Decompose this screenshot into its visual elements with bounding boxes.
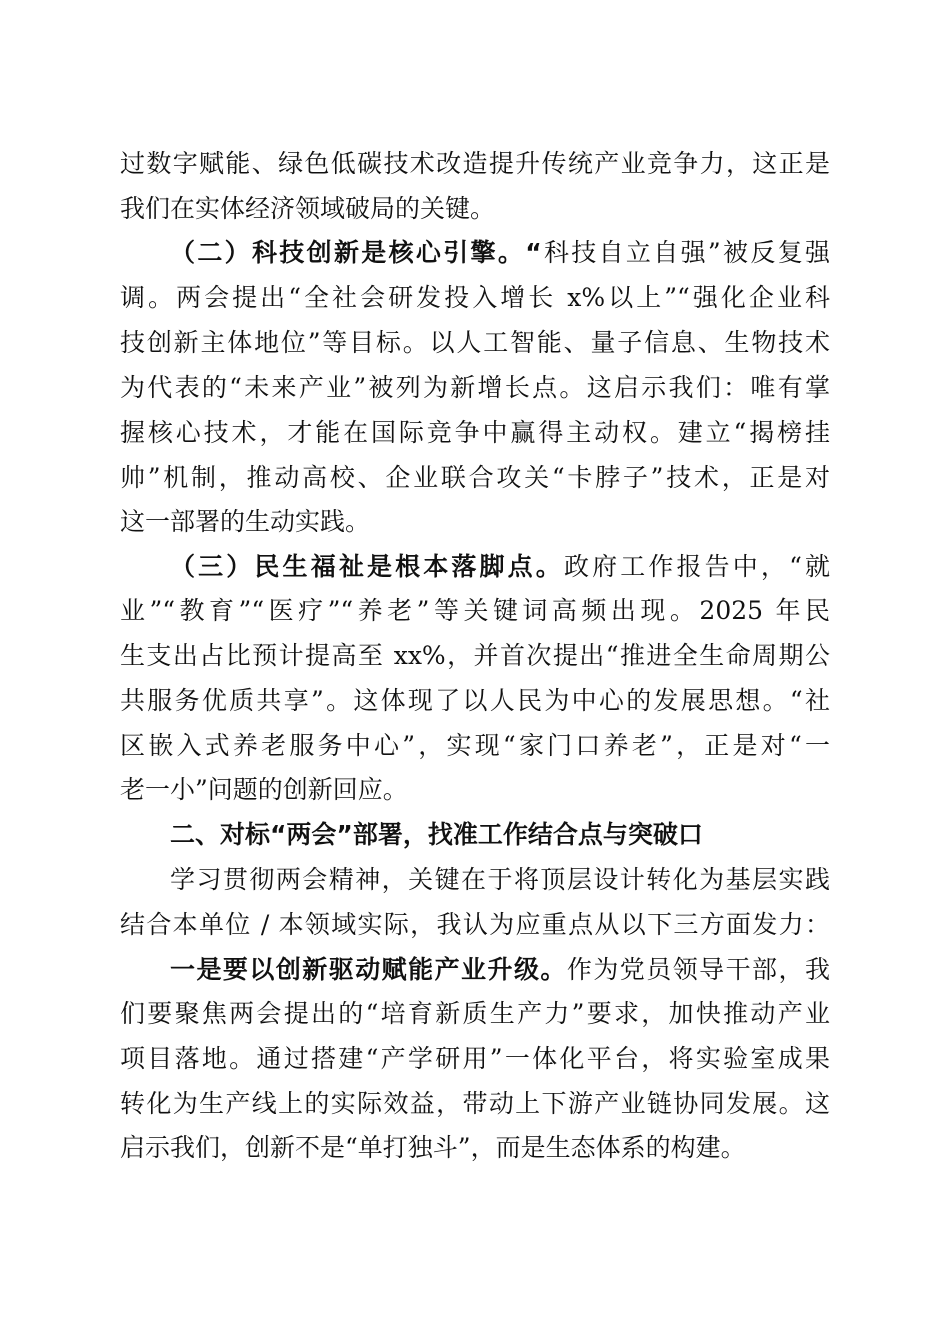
text-line: 启示我们，创新不是“单打独斗”，而是生态体系的构建。 bbox=[120, 1133, 746, 1162]
text-line: 老一小”问题的创新回应。 bbox=[120, 775, 408, 804]
text-line: 业”“教育”“医疗”“养老”等关键词高频出现。2025 年民 bbox=[120, 596, 830, 625]
heading-line bbox=[170, 547, 830, 587]
text-run: 作为党员领导干部，我 bbox=[566, 955, 830, 984]
subheading-yishiyao: 一是要以创新驱动赋能产业升级。 bbox=[170, 955, 567, 984]
subheading-minshengfuzhi: （三）民生福祉是根本落脚点。 bbox=[170, 552, 564, 581]
text-line: 这一部署的生动实践。 bbox=[120, 507, 371, 536]
text-line: 帅”机制，推动高校、企业联合攻关“卡脖子”技术，正是对 bbox=[120, 463, 830, 492]
text-line: 握核心技术，才能在国际竞争中赢得主动权。建立“揭榜挂 bbox=[120, 418, 830, 447]
text-line: 转化为生产线上的实际效益，带动上下游产业链协同发展。这 bbox=[120, 1089, 830, 1118]
text-line: 生支出占比预计提高至 xx%，并首次提出“推进全生命周期公 bbox=[120, 641, 830, 670]
text-line: 共服务优质共享”。这体现了以人民为中心的发展思想。“社 bbox=[120, 686, 830, 715]
heading-line bbox=[170, 233, 830, 273]
text-line: 技创新主体地位”等目标。以人工智能、量子信息、生物技术 bbox=[120, 328, 830, 357]
section-heading: 二、对标“两会”部署，找准工作结合点与突破口 bbox=[170, 820, 703, 849]
text-line: 区嵌入式养老服务中心”，实现“家门口养老”，正是对“一 bbox=[120, 731, 830, 760]
text-line: 我们在实体经济领域破局的关键。 bbox=[120, 194, 496, 223]
text-run: 科技自立自强”被反复强 bbox=[541, 238, 830, 267]
text-run: 政府工作报告中，“就 bbox=[563, 552, 830, 581]
subheading-kejichuangxin: （二）科技创新是核心引擎。“ bbox=[170, 238, 542, 267]
text-line: 项目落地。通过搭建“产学研用”一体化平台，将实验室成果 bbox=[120, 1044, 830, 1073]
text-line: 学习贯彻两会精神，关键在于将顶层设计转化为基层实践 bbox=[170, 865, 830, 894]
text-line: 过数字赋能、绿色低碳技术改造提升传统产业竞争力，这正是 bbox=[120, 149, 830, 178]
text-line: 结合本单位 / 本领域实际，我认为应重点从以下三方面发力： bbox=[120, 910, 830, 939]
heading-line bbox=[170, 950, 830, 990]
text-line: 为代表的“未来产业”被列为新增长点。这启示我们：唯有掌 bbox=[120, 373, 830, 402]
text-line: 调。两会提出“全社会研发投入增长 x%以上”“强化企业科 bbox=[120, 283, 830, 312]
text-line: 们要聚焦两会提出的“培育新质生产力”要求，加快推动产业 bbox=[120, 999, 830, 1028]
